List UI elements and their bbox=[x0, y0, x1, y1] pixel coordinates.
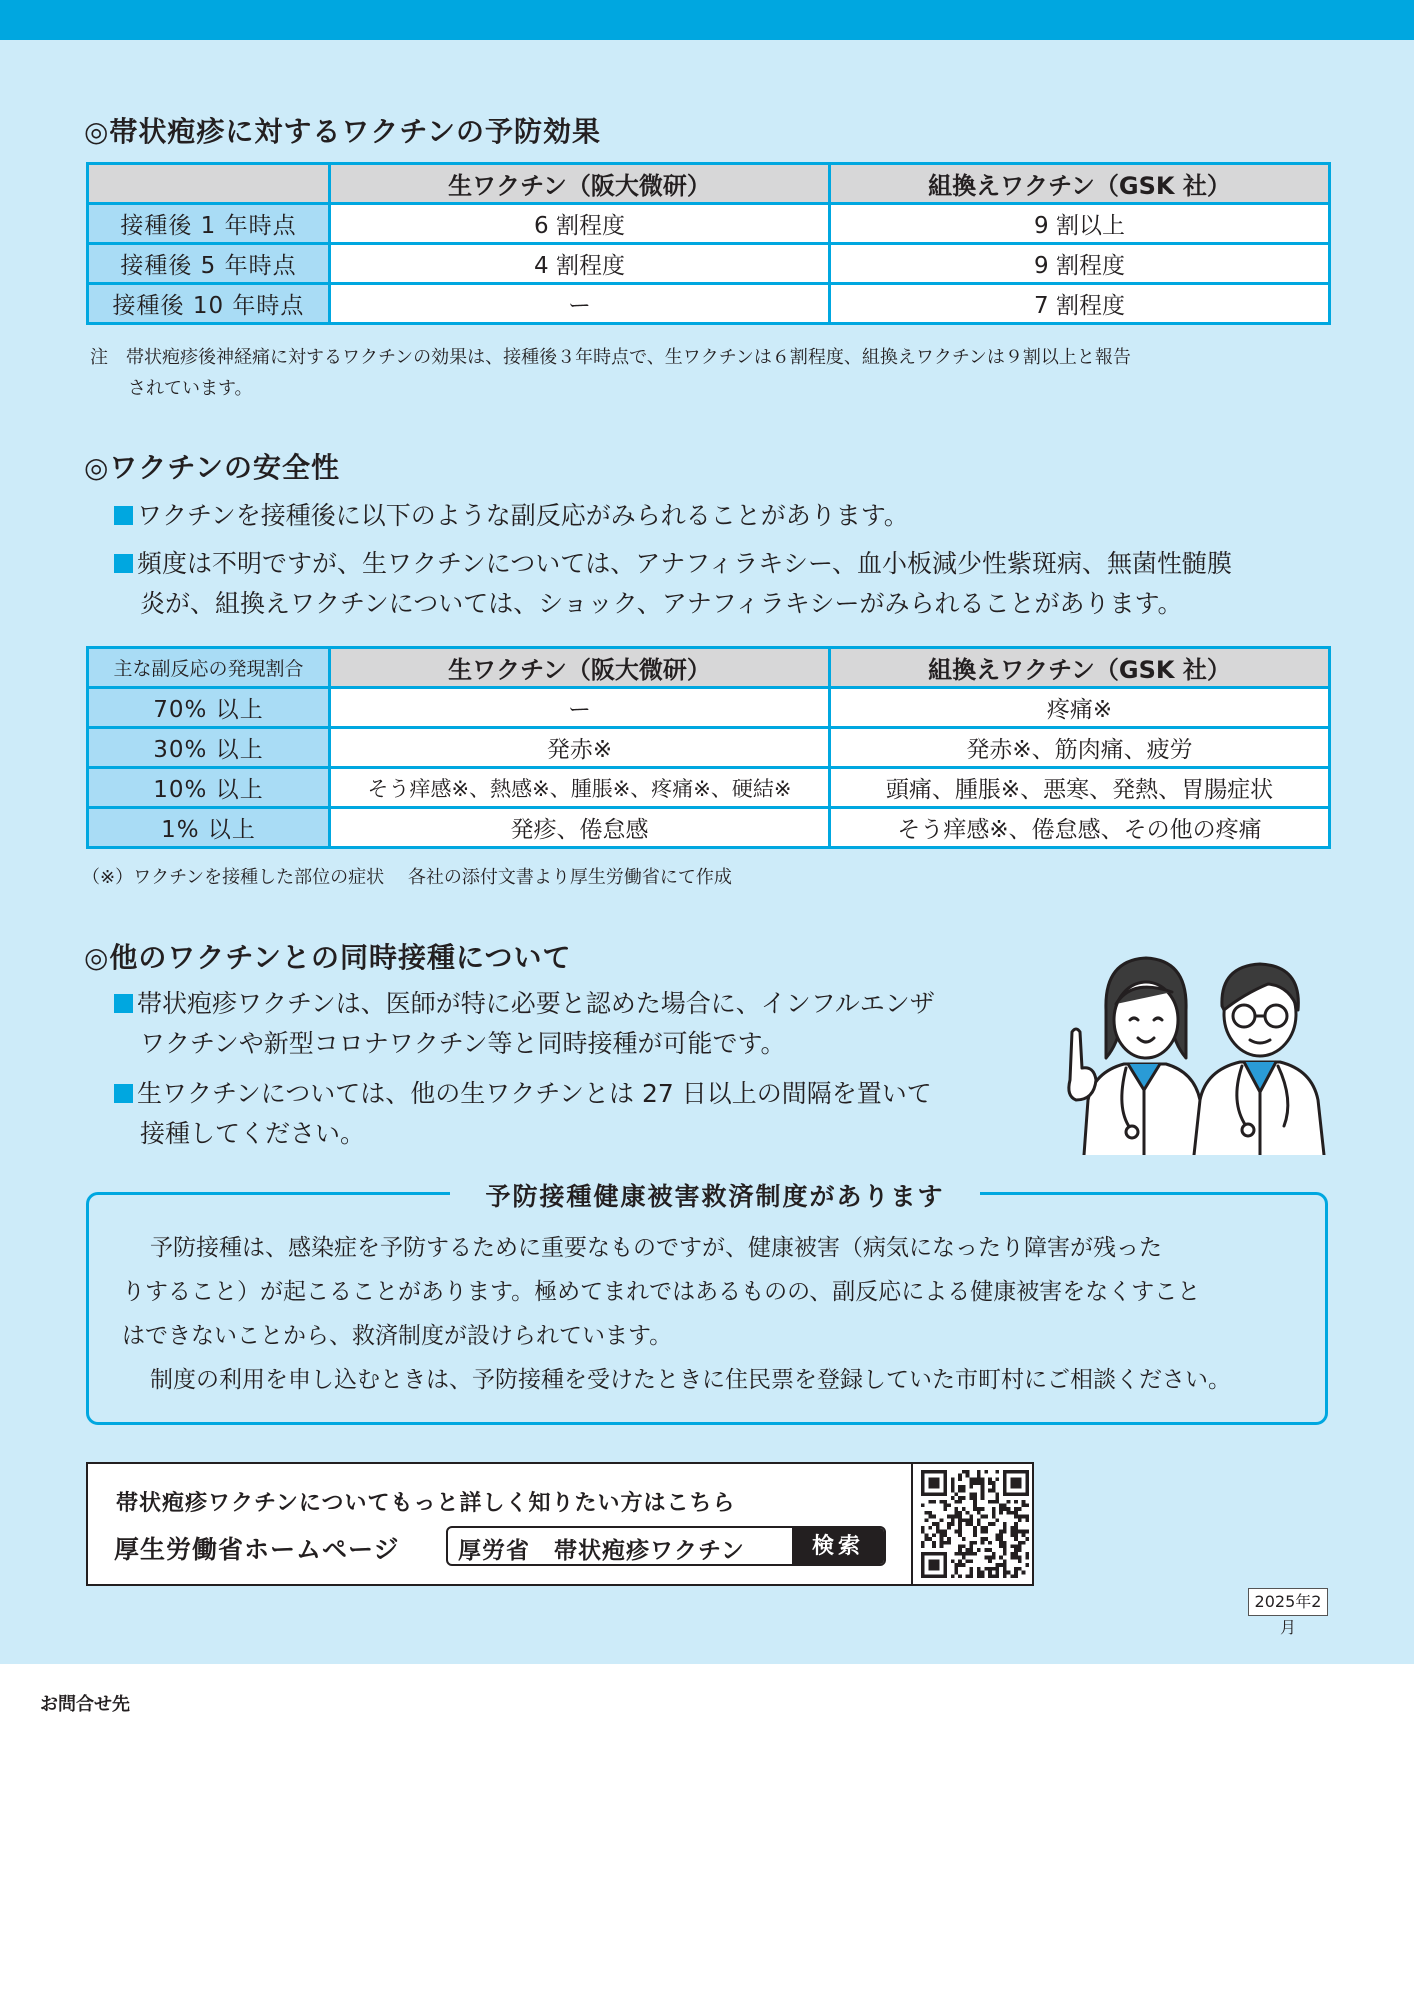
side-effects-row-label: 1% 以上 bbox=[88, 808, 330, 848]
side-effects-header-live: 生ワクチン（阪大微研） bbox=[330, 648, 830, 688]
side-effects-row-label: 10% 以上 bbox=[88, 768, 330, 808]
side-effects-row-label: 70% 以上 bbox=[88, 688, 330, 728]
relief-system-title: 予防接種健康被害救済制度があります bbox=[450, 1180, 980, 1214]
side-effects-cell: 発赤※、筋肉痛、疲労 bbox=[830, 728, 1330, 768]
efficacy-heading: ◎帯状疱疹に対するワクチンの予防効果 bbox=[84, 115, 602, 148]
more-info-box bbox=[86, 1462, 1034, 1586]
search-box[interactable] bbox=[446, 1526, 886, 1566]
concurrent-heading: ◎他のワクチンとの同時接種について bbox=[84, 941, 572, 974]
relief-system-body bbox=[122, 1226, 1302, 1402]
search-query-text: 厚労省 帯状疱疹ワクチン bbox=[458, 1538, 745, 1564]
bullet-square-icon bbox=[114, 554, 133, 573]
doctors-illustration bbox=[1054, 940, 1334, 1155]
efficacy-note-line2: されています。 bbox=[128, 378, 253, 399]
top-accent-bar bbox=[0, 0, 1414, 40]
qr-code-icon[interactable] bbox=[921, 1470, 1029, 1578]
efficacy-row-label: 接種後 5 年時点 bbox=[88, 244, 330, 284]
bullet-square-icon bbox=[114, 506, 133, 525]
relief-p1-line2: りすること）が起こることがあります。極めてまれではあるものの、副反応による健康被害をなくすこと bbox=[122, 1279, 1201, 1305]
side-effects-row-label: 30% 以上 bbox=[88, 728, 330, 768]
efficacy-cell: 7 割程度 bbox=[830, 284, 1330, 324]
date-badge: 2025年2月 bbox=[1248, 1588, 1328, 1616]
relief-p1-line1: 予防接種は、感染症を予防するために重要なものですが、健康被害（病気になったり障害が残った bbox=[150, 1235, 1162, 1261]
bullet-square-icon bbox=[114, 994, 133, 1013]
safety-bullet-1-text: ワクチンを接種後に以下のような副反応がみられることがあります。 bbox=[137, 501, 909, 530]
bullet-square-icon bbox=[114, 1084, 133, 1103]
side-effects-cell: そう痒感※、倦怠感、その他の疼痛 bbox=[830, 808, 1330, 848]
efficacy-cell: ー bbox=[330, 284, 830, 324]
contact-label: お問合せ先 bbox=[40, 1694, 130, 1715]
side-effects-header-recombinant: 組換えワクチン（GSK 社） bbox=[830, 648, 1330, 688]
efficacy-cell: 4 割程度 bbox=[330, 244, 830, 284]
safety-bullet-2 bbox=[114, 544, 1344, 624]
safety-heading: ◎ワクチンの安全性 bbox=[84, 451, 341, 484]
concurrent-bullet-1-line1: 帯状疱疹ワクチンは、医師が特に必要と認めた場合に、インフルエンザ bbox=[137, 989, 935, 1018]
safety-bullet-1 bbox=[114, 496, 1344, 536]
efficacy-note bbox=[90, 342, 1340, 404]
efficacy-row-label: 接種後 10 年時点 bbox=[88, 284, 330, 324]
relief-p2: 制度の利用を申し込むときは、予防接種を受けたときに住民票を登録していた市町村にご相談ください。 bbox=[150, 1367, 1231, 1393]
efficacy-note-line1: 注 帯状疱疹後神経痛に対するワクチンの効果は、接種後３年時点で、生ワクチンは６割程度、組換えワクチンは９割以上と報告 bbox=[90, 347, 1131, 368]
efficacy-table bbox=[86, 162, 1331, 325]
concurrent-bullet-2 bbox=[114, 1074, 1044, 1154]
mhlw-homepage-label: 厚生労働省ホームページ bbox=[114, 1535, 400, 1564]
side-effects-cell: 発赤※ bbox=[330, 728, 830, 768]
concurrent-bullet-1-line2: ワクチンや新型コロナワクチン等と同時接種が可能です。 bbox=[140, 1029, 786, 1058]
more-info-text: 帯状疱疹ワクチンについてもっと詳しく知りたい方はこちら bbox=[116, 1491, 736, 1516]
concurrent-bullet-2-line1: 生ワクチンについては、他の生ワクチンとは 27 日以上の間隔を置いて bbox=[137, 1079, 932, 1108]
safety-bullet-2-line1: 頻度は不明ですが、生ワクチンについては、アナフィラキシー、血小板減少性紫斑病、無菌性髄膜 bbox=[137, 549, 1233, 578]
side-effects-note: （※）ワクチンを接種した部位の症状 各社の添付文書より厚生労働省にて作成 bbox=[82, 867, 732, 888]
safety-bullet-2-line2: 炎が、組換えワクチンについては、ショック、アナフィラキシーがみられることがあります。 bbox=[140, 589, 1183, 618]
efficacy-row-label: 接種後 1 年時点 bbox=[88, 204, 330, 244]
info-divider bbox=[911, 1464, 913, 1584]
efficacy-cell: 9 割以上 bbox=[830, 204, 1330, 244]
side-effects-header-rate: 主な副反応の発現割合 bbox=[88, 648, 330, 688]
side-effects-cell: 発疹、倦怠感 bbox=[330, 808, 830, 848]
concurrent-bullet-2-line2: 接種してください。 bbox=[140, 1119, 366, 1148]
efficacy-header-recombinant: 組換えワクチン（GSK 社） bbox=[830, 164, 1330, 204]
side-effects-table bbox=[86, 646, 1331, 849]
side-effects-cell: そう痒感※、熱感※、腫脹※、疼痛※、硬結※ bbox=[330, 768, 830, 808]
side-effects-cell: 頭痛、腫脹※、悪寒、発熱、胃腸症状 bbox=[830, 768, 1330, 808]
search-button[interactable]: 検索 bbox=[792, 1528, 884, 1566]
side-effects-cell: 疼痛※ bbox=[830, 688, 1330, 728]
side-effects-cell: ー bbox=[330, 688, 830, 728]
efficacy-header-live: 生ワクチン（阪大微研） bbox=[330, 164, 830, 204]
concurrent-bullet-1 bbox=[114, 984, 1044, 1064]
efficacy-cell: 9 割程度 bbox=[830, 244, 1330, 284]
relief-p1-line3: はできないことから、救済制度が設けられています。 bbox=[122, 1323, 673, 1349]
efficacy-cell: 6 割程度 bbox=[330, 204, 830, 244]
efficacy-header-corner bbox=[88, 164, 330, 204]
